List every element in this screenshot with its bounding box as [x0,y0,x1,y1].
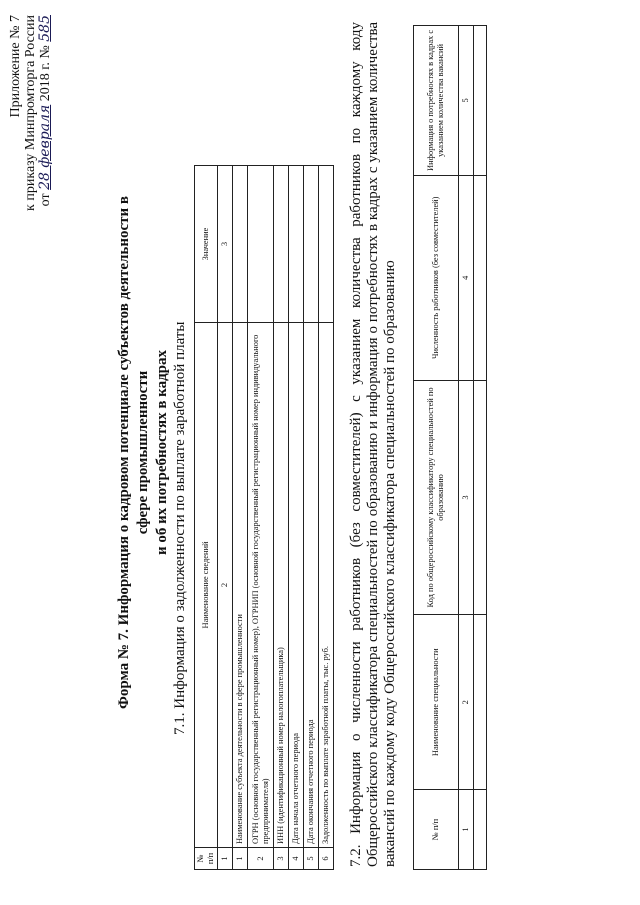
table-row [474,26,487,870]
appendix-date-line [38,15,53,215]
row-value [289,166,304,323]
empty-cell [474,175,487,380]
header-num: № п/п [195,848,218,870]
row-num: 6 [319,848,334,870]
row-num: 3 [274,848,289,870]
section-7-2-paragraph: 7.2. Информация о численности работников (без совместителей) с указанием количества работников по каждому коду Общероссийского классификатора специальностей по образованию и информация о потребностях в кадрах с указанием количества вакансий по каждому коду Общероссийского классификатора специальностей по образованию [348,22,398,867]
appendix-title: Приложение № 7 [8,15,23,118]
header-specialty: Наименование специальности [414,615,459,790]
appendix-order: к приказу Минпромторга России [23,15,38,211]
index-cell: 4 [459,175,474,380]
index-cell: 3 [459,380,474,615]
empty-cell [474,615,487,790]
table-row [248,166,274,870]
index-cell: 5 [459,26,474,176]
table-row [233,166,248,870]
table-row [274,166,289,870]
row-num: 1 [233,848,248,870]
table-index-row [459,26,474,870]
salary-debt-table [194,165,334,870]
handwritten-number: 585 [37,15,53,42]
row-value [233,166,248,323]
header-name: Наименование сведений [195,323,218,848]
empty-cell [474,26,487,176]
header-value: Значение [195,166,218,323]
table-index-row [218,166,233,870]
index-cell: 1 [459,790,474,870]
row-value [304,166,319,323]
row-name: Наименование субъекта деятельности в сфере промышленности [233,323,248,848]
index-cell: 3 [218,166,233,323]
row-name: ОГРН (основной государственный регистрационный номер), ОГРНИП (основной государственный регистрационный номер индивидуального предпринимателя) [248,323,274,848]
appendix-block [8,15,53,215]
header-vacancies: Информация о потребностях в кадрах с указанием количества вакансий [414,26,459,176]
form-title [115,190,172,715]
table-row [304,166,319,870]
index-cell: 1 [218,848,233,870]
table-row [289,166,304,870]
header-employees: Численность работников (без совместителей) [414,175,459,380]
form-title-line-1: Форма № 7. Информация о кадровом потенциале субъектов деятельности в сфере промышленности [116,196,151,709]
handwritten-date: 28 февраля [37,104,53,190]
staffing-needs-table [413,25,487,870]
date-prefix: от [38,193,53,207]
table-row [319,166,334,870]
empty-cell [474,790,487,870]
section-7-1-heading: 7.1. Информация о задолженности по выплате заработной платы [172,321,188,735]
table-header-row [195,166,218,870]
row-name: Дата окончания отчетного периода [304,323,319,848]
index-cell: 2 [459,615,474,790]
empty-cell [474,380,487,615]
header-code: Код по общероссийскому классификатору специальностей по образованию [414,380,459,615]
row-name: Дата начала отчетного периода [289,323,304,848]
row-name: Задолженность по выплате заработной платы, тыс. руб. [319,323,334,848]
row-value [248,166,274,323]
date-year: 2018 г. № [38,45,53,102]
row-num: 5 [304,848,319,870]
row-value [274,166,289,323]
header-num: № п/п [414,790,459,870]
form-title-line-2: и об их потребностях в кадрах [154,349,170,556]
row-num: 2 [248,848,274,870]
table-header-row [414,26,459,870]
row-num: 4 [289,848,304,870]
row-name: ИНН (идентификационный номер налогоплательщика) [274,323,289,848]
index-cell: 2 [218,323,233,848]
row-value [319,166,334,323]
